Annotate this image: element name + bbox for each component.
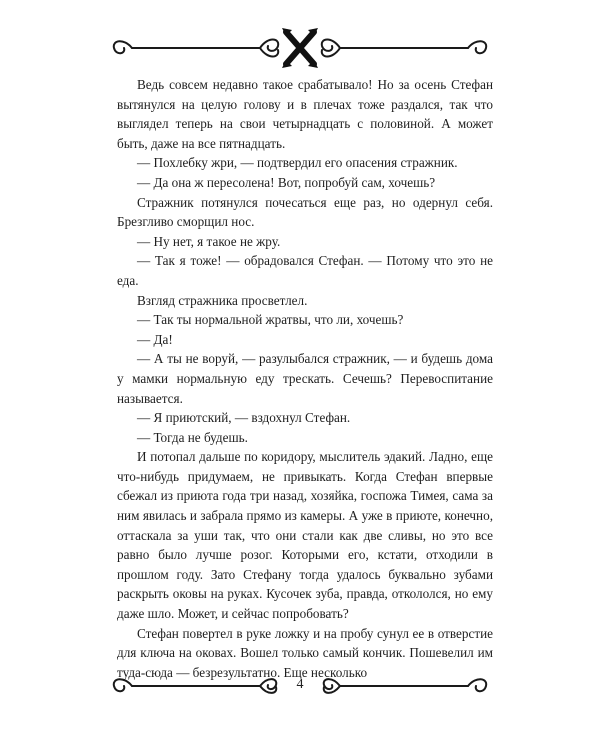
paragraph: Ведь совсем недавно такое срабатывало! Но за осень Стефан вытянулся на целую голову и в плечах тоже раздался, так что выглядел теперь на свои четырнадцать с половиной. А может быть, даже на все пятнадцать. xyxy=(117,77,493,151)
page-number: 4 xyxy=(296,677,304,692)
paragraph: Взгляд стражника просветлел. xyxy=(137,292,308,308)
paragraph: — Ну нет, я такое не жру. xyxy=(137,233,281,249)
paragraph: — Так я тоже! — обрадовался Стефан. — Потому что это не еда. xyxy=(117,253,493,288)
paragraph: — Тогда не будешь. xyxy=(137,429,248,445)
paragraph: — Так ты нормальной жратвы, что ли, хочешь? xyxy=(137,312,404,328)
paragraph: — Да она ж пересолена! Вот, попробуй сам, хочешь? xyxy=(137,174,436,190)
body-text xyxy=(117,75,493,682)
top-ornament xyxy=(110,28,490,68)
paragraph: Стефан повертел в руке ложку и на пробу сунул ее в отверстие для ключа на оковах. Вошел только самый кончик. Пошевелил им туда-сюда — безрезультатно. Еще несколько xyxy=(117,625,493,680)
paragraph: — А ты не воруй, — разулыбался стражник, — и будешь дома у мамки нормальную еду трескать. Сечешь? Перевоспитание называется. xyxy=(117,351,493,406)
paragraph: — Да! xyxy=(137,331,173,347)
paragraph: — Я приютский, — вздохнул Стефан. xyxy=(137,410,351,426)
paragraph: И потопал дальше по коридору, мыслитель эдакий. Ладно, еще что-нибудь придумаем, не привыкать. Когда Стефан впервые сбежал из приюта года три назад, хозяйка, госпожа Тимея, сама за ним явилась и забрала прямо из камеры. А уже в приюте, конечно, оттаскала за уши так, что они стали как две сливы, но это все равно было лучше розог. Которыми его, кстати, отходили в прошлом году. Зато Стефану тогда удалось буквально зубами раскрыть оковы на руках. Кусочек зуба, правда, откололся, но ему даже шло. Может, и сейчас попробовать? xyxy=(117,449,493,622)
paragraph: — Похлебку жри, — подтвердил его опасения стражник. xyxy=(137,155,458,171)
paragraph: Стражник потянулся почесаться еще раз, но одернул себя. Брезгливо сморщил нос. xyxy=(117,194,493,230)
